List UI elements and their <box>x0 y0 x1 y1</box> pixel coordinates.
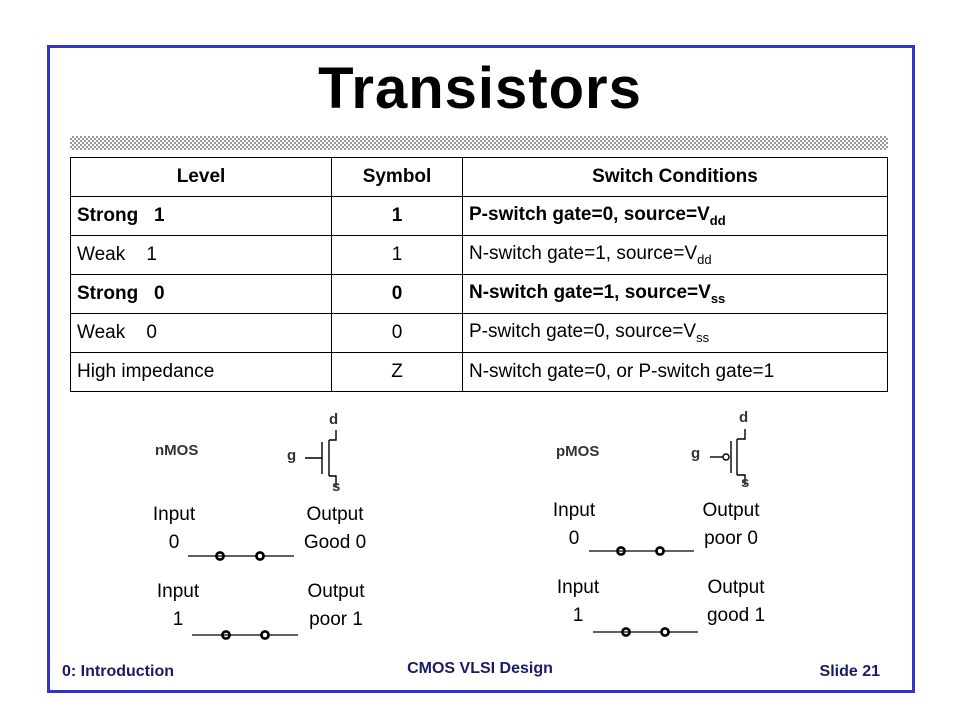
pmos-output1-label <box>692 574 780 630</box>
input-value: 1 <box>172 609 184 630</box>
nmos-label: nMOS <box>155 442 199 459</box>
input-value: 1 <box>572 605 584 626</box>
output-word: Output <box>307 581 365 602</box>
symbol-cell: 0 <box>332 314 463 353</box>
nmos-output0-label <box>290 501 380 557</box>
footer-slide-number: Slide 21 <box>819 663 880 680</box>
pmos-gate-label: g <box>691 445 701 462</box>
pmos-input1-label <box>542 574 614 630</box>
nmos-gate-label: g <box>287 447 297 464</box>
condition-text: N-switch gate=0, or P-switch gate=1 <box>469 361 775 382</box>
pmos-label: pMOS <box>556 443 600 460</box>
condition-text: N-switch gate=1, source=V <box>469 282 711 304</box>
output-value: Good 0 <box>303 532 367 553</box>
symbol-cell: 1 <box>332 197 463 236</box>
output-word: Output <box>707 577 765 598</box>
footer-section-title: 0: Introduction <box>62 663 174 680</box>
supply-subscript: ss <box>696 329 710 345</box>
pmos-drain-label: d <box>739 409 749 426</box>
pmos-output0-label <box>688 497 774 553</box>
header-switch-conditions: Switch Conditions <box>463 158 888 197</box>
pmos-symbol <box>710 429 745 485</box>
pmos-source-label: s <box>741 474 750 491</box>
input-word: Input <box>156 581 200 602</box>
output-value: poor 1 <box>309 609 363 630</box>
level-cell: Strong 0 <box>71 275 332 314</box>
symbol-cell: 0 <box>332 275 463 314</box>
input-word: Input <box>556 577 600 598</box>
output-word: Output <box>702 500 760 521</box>
level-cell: Weak 0 <box>71 314 332 353</box>
level-cell: Weak 1 <box>71 236 332 275</box>
nmos-input1-label <box>142 578 214 634</box>
pmos-gate-bubble <box>723 454 729 460</box>
output-word: Output <box>306 504 364 525</box>
symbol-cell: 1 <box>332 236 463 275</box>
level-cell: High impedance <box>71 353 332 392</box>
condition-text: N-switch gate=1, source=V <box>469 243 698 265</box>
input-word: Input <box>552 500 596 521</box>
output-value: good 1 <box>706 605 766 626</box>
supply-subscript: dd <box>697 251 712 267</box>
header-level: Level <box>71 158 332 197</box>
input-value: 0 <box>568 528 580 549</box>
pmos-input0-label <box>538 497 610 553</box>
nmos-drain-label: d <box>329 411 339 428</box>
slide-title: Transistors <box>318 56 642 121</box>
input-word: Input <box>152 504 196 525</box>
footer-course-name: CMOS VLSI Design <box>407 660 553 677</box>
input-value: 0 <box>168 532 180 553</box>
condition-text: P-switch gate=0, source=V <box>469 204 710 226</box>
supply-subscript: dd <box>709 212 726 228</box>
supply-subscript: ss <box>710 290 726 306</box>
nmos-input0-label <box>138 501 210 557</box>
nmos-source-label: s <box>332 478 341 495</box>
symbol-cell: Z <box>332 353 463 392</box>
output-value: poor 0 <box>704 528 758 549</box>
header-symbol: Symbol <box>332 158 463 197</box>
condition-text: P-switch gate=0, source=V <box>469 321 697 343</box>
nmos-output1-label <box>294 578 378 634</box>
level-cell: Strong 1 <box>71 197 332 236</box>
